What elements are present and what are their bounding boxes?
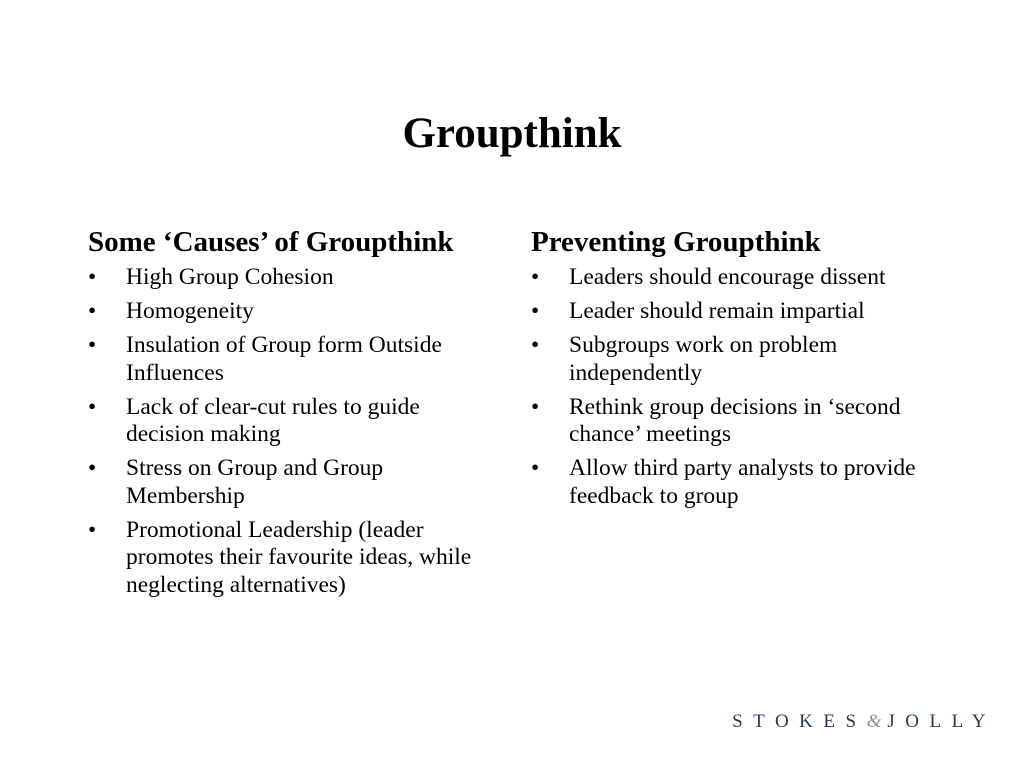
list-item	[88, 455, 488, 510]
list-item	[88, 264, 488, 292]
stokes-jolly-logo	[732, 709, 996, 735]
prevention-list	[531, 264, 961, 510]
prevention-column	[531, 222, 961, 517]
causes-column	[88, 222, 488, 606]
causes-heading: Some ‘Causes’ of Groupthink	[88, 226, 454, 258]
list-item	[88, 332, 488, 387]
bullet-icon: •	[531, 298, 540, 324]
list-item	[88, 298, 488, 326]
list-item	[531, 332, 961, 387]
list-item-text: Leader should remain impartial	[569, 298, 865, 324]
list-item-text: Rethink group decisions in ‘second chance’ meetings	[569, 393, 901, 447]
list-item-text: Homogeneity	[126, 298, 254, 324]
bullet-icon: •	[531, 393, 540, 420]
list-item-text: Leaders should encourage dissent	[569, 264, 886, 290]
bullet-icon: •	[88, 516, 97, 543]
slide-title: Groupthink	[402, 110, 622, 157]
bullet-icon: •	[531, 455, 540, 481]
list-item	[531, 455, 961, 510]
list-item	[88, 394, 488, 449]
list-item-text: Subgroups work on problem independently	[569, 332, 838, 386]
list-item-text: Stress on Group and Group Membership	[126, 455, 384, 509]
bullet-icon: •	[88, 393, 97, 420]
bullet-icon: •	[88, 264, 97, 290]
list-item-text: Allow third party analysts to provide feedback to group	[569, 455, 916, 509]
list-item-text: Lack of clear-cut rules to guide decision making	[126, 393, 420, 447]
bullet-icon: •	[88, 298, 97, 324]
list-item-text: Insulation of Group form Outside Influences	[126, 332, 442, 386]
prevention-heading: Preventing Groupthink	[531, 226, 821, 258]
list-item	[531, 298, 961, 326]
bullet-icon: •	[531, 264, 540, 290]
bullet-icon: •	[531, 332, 540, 358]
list-item	[531, 264, 961, 292]
logo-text-jolly: JOLLY	[887, 711, 996, 732]
list-item-text: High Group Cohesion	[126, 264, 334, 290]
causes-list	[88, 264, 488, 599]
list-item	[531, 394, 961, 449]
list-item-text: Promotional Leadership (leader promotes their favourite ideas, while neglecting alternatives)	[126, 516, 472, 598]
bullet-icon: •	[88, 332, 97, 358]
bullet-icon: •	[88, 455, 97, 481]
logo-text-stokes: STOKES	[732, 711, 867, 732]
logo-ampersand: &	[866, 711, 888, 732]
list-item	[88, 517, 488, 600]
